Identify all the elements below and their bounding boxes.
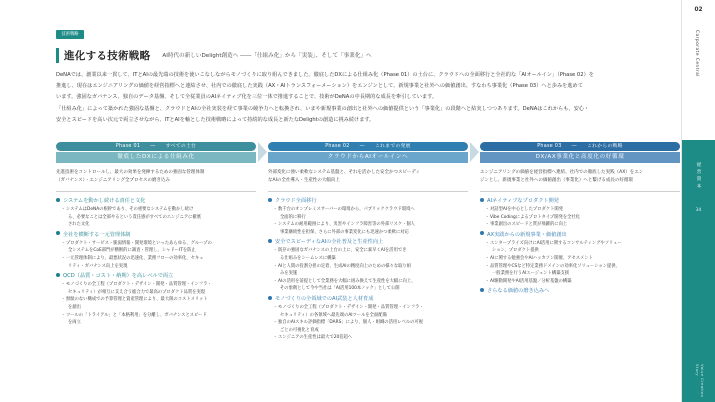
phase-section <box>480 231 680 286</box>
intro-line: 安全とスピードを高い次元で両立させながら、ITとAIを軸とした技術戦略によって持続的な成長と新たなDelightの創造に挑み続けます。 <box>56 116 375 123</box>
title-accent-bar <box>56 48 59 63</box>
intro-line: DeNAでは、創業以来一貫して、ITとAIの最先端の技術を使いこなしながらモノづくりに取り組んできました。徹底したDXによる仕組み化（Phase 01）の土台に、クラウドへの全面移行と全社的な「AIオールイン」（Phase 02）を <box>56 72 594 78</box>
section-heading-text: システムを動かし続ける責任と文化 <box>63 198 146 204</box>
bullet-item: ・ Vibe Codingによるプロトタイプ開発を全社化 <box>480 214 680 222</box>
bullet-continuation: ション、プロダクト提供 <box>492 248 539 254</box>
bullet-continuation: 全面的に移行 <box>280 214 306 220</box>
phase-01-column <box>56 142 256 329</box>
section-tag: 技術戦略 <box>56 30 84 39</box>
bullet-item: ・ 品質管理やCSなど特定業務ドメインの効率化ソリューション提供、 <box>480 263 680 271</box>
phase-02-description <box>268 169 468 185</box>
bullet-item: ・ AIの活用を前提として全業務を大幅に組み換えて生産性を大幅に向上、 <box>268 278 468 286</box>
intro-line: 「仕組み化」によって築かれた強固な基盤と、クラウドとAIの全社実装を経て事業の競争力へと転換され、いまや新規事業の創出と社外への価値提供という「事業化」の段階へと結実しつつあります。DeNAはこれからも、安心・ <box>56 105 590 112</box>
section-heading-text: 安全でスピーディなAIの全社普及と生産性向上 <box>275 239 384 246</box>
page-subtitle: AI時代の新しいDelight創造へ ――「仕組み化」から「実装」、そして「事業化」へ <box>162 53 372 59</box>
bullet-item: ・ 数千台のオンプレミスサーバーの環境から、パブリッククラウド環境へ <box>268 206 468 214</box>
phase-arrow <box>470 142 479 162</box>
bullet-item: ・ モノづくりの全工程（プロダクト・デザイン・開発・品質管理・インフラ・ <box>56 281 256 289</box>
phase-03-sections <box>480 197 680 296</box>
section-heading <box>480 287 680 296</box>
intro-text <box>56 70 670 126</box>
phase-section <box>268 197 468 236</box>
bullet-continuation: セキュリティ）の各領域へ最先端のAIツールを全面配備 <box>280 312 387 318</box>
bullet-dot-icon <box>56 198 60 202</box>
phase-section <box>480 197 680 229</box>
bullet-item: ・ ツールの「トライアル」と「本格利用」を分離し、ガバナンスとスピード <box>56 312 256 320</box>
bullet-item: ・ プロダクト・サービス・脆弱情報・開発環境といったあらゆる、グループの <box>56 240 256 248</box>
phase-section <box>268 238 468 293</box>
bullet-item: ・ AI駆動開発やAI活用基盤／分析基盤の構築 <box>480 278 680 286</box>
bullet-item: ・ 既存の強固なガバナンスの上台の上に、安全に素早くAIを活用でき <box>268 247 468 255</box>
phase-desc-line: エンジニアリングの価値を経営指標へ連結、社内での徹底した実践（AX）をエン <box>480 170 644 175</box>
bullet-item: ・ AIに関する勉強会やAIハッカソン開催、アセスメント <box>480 255 680 263</box>
bullet-item: ・ エンジニアの生産性は最大で20倍超へ <box>268 334 468 342</box>
phase-section <box>56 231 256 270</box>
phase-03-description <box>480 169 680 185</box>
bullet-continuation: 一般業務を行うAIエージェント構築支援 <box>492 271 570 277</box>
intro-line: います。強固なガバナンス、独自のデータ基盤、そして全従業員のAIネイティブ化を三位一体で推進することで、技術がDeNAの中長期的な成長を牽引しています。 <box>56 94 438 101</box>
section-heading-text: AIネイティブなプロダクト開発 <box>487 198 559 204</box>
bullet-item: ・ システムはDeNAの根幹であり、その重要なシステムを動かし続け <box>56 206 256 214</box>
chapter-title-jp: 経営資本 <box>696 162 701 191</box>
bullet-dot-icon <box>480 198 484 202</box>
sidebar <box>682 0 715 402</box>
bullet-item: ・ 事業創出のスピードと質が飛躍的に向上 <box>480 221 680 229</box>
phase-03-subtitle: DX/AX事業化と高度化の好循環 <box>480 152 680 163</box>
phase-arrow <box>258 142 267 162</box>
bullet-continuation: セキュリティ）が相互に支え合う総合力で最高のプロダクト品質を実現 <box>68 289 206 295</box>
section-heading-text: AX実践からの新規事業・価値創出 <box>487 231 567 238</box>
bullet-continuation: ごとの可視化と育成 <box>280 327 319 333</box>
phase-01-description <box>56 169 256 185</box>
section-heading-text: QCD（品質・コスト・納期）を高レベルで両立 <box>63 273 174 280</box>
phase-desc-line: ジンとし、新規事業と社外への価値創出（事業化）へと繋げる成長の好循環 <box>480 178 633 183</box>
section-heading <box>480 231 680 240</box>
phase-03-label: Phase 03 ― これからの戦略 <box>480 142 680 151</box>
report-label: Value Creation Story <box>695 364 705 398</box>
title-row <box>56 45 372 65</box>
bullet-item: ・ エンタープライズ向けにAI活用に関するコンサルティングやソリュー <box>480 240 680 248</box>
phase-section <box>268 295 468 342</box>
phase-02-label: Phase 02 ― これまでの発展 <box>268 142 468 151</box>
chapter-number: 02 <box>694 7 703 13</box>
bullet-item: ・ AIと人間の役割分担の定着、生成AIの精度向上のための様々な取り組 <box>268 263 468 271</box>
phase-01-label: Phase 01 ― すべての土台 <box>56 142 256 151</box>
bullet-item: ・ 対話型AIを中心としたプロダクト開発 <box>480 206 680 214</box>
phase-desc-line: （ガバナンス）・エンジニアリング全プロセスの磨き込み <box>56 178 171 183</box>
bullet-continuation: 事業継続性を担保、さらに外部の事業変化にも迅速かつ柔軟に対応 <box>280 229 409 235</box>
bullet-dot-icon <box>268 198 272 202</box>
bullet-item: ・ 無駄のない構成での予算管理と資産管理により、最大限のコストメリット <box>56 296 256 304</box>
bullet-continuation: を両立 <box>68 320 81 326</box>
bullet-continuation: る、必要なことは全部やるという責任感がすべてのエンジニアに徹底 <box>68 214 202 220</box>
section-heading <box>268 238 468 247</box>
section-heading <box>480 197 680 206</box>
bullet-continuation: みを実施 <box>280 271 298 277</box>
bullet-dot-icon <box>480 231 484 235</box>
phase-03-column <box>480 142 680 298</box>
bullet-item: ・ 独自のAIスキル評価指標「DARS」により、個人・組織の活用レベルの可視 <box>268 319 468 327</box>
section-heading <box>268 197 468 206</box>
bullet-item: ・ 一元管理体制により、最悪状況の迅速化、業務フローの効率化、セキュ <box>56 255 256 263</box>
bullet-dot-icon <box>56 231 60 235</box>
bullet-continuation: その象徴として今や当社は「AI活用100本ノック」として公開 <box>280 286 400 292</box>
section-heading <box>56 272 256 281</box>
section-heading-text: 全社を横断する一元管理体制 <box>63 231 131 238</box>
phase-divider <box>56 191 256 192</box>
phase-section <box>56 197 256 229</box>
phase-02-column <box>268 142 468 344</box>
phase-desc-line: なAIの全社導入・生産性の大幅向上 <box>268 178 340 183</box>
phase-desc-line: 外部変化に強い柔軟なシステム基盤と、それを活かした安全かつスピーディ <box>268 170 421 175</box>
bullet-item: ・ モノづくりの全工程（プロダクト・デザイン・開発・品質管理・インフラ・ <box>268 304 468 312</box>
bullet-continuation: 全システムをCoE部門が横断的に調査・管理し、シャドーITを防止 <box>68 248 196 254</box>
intro-line: 推進し、現在はエンジニアリングの価値を経営指標へと連結させ、社内での徹底した実践（AX・AIトランスフォーメーション）をエンジンとして、新規事業と社外への価値創出、すなわち事業化（Phase 03）へと歩みを進めて <box>56 83 583 90</box>
phase-section <box>480 287 680 296</box>
section-heading <box>56 197 256 206</box>
section-heading <box>268 295 468 304</box>
bullet-continuation: る仕組みをシームレスに構築 <box>280 255 336 261</box>
chapter-title-en: Corporate Central <box>694 30 699 77</box>
bullet-continuation: された文化 <box>68 222 90 228</box>
page-number: 34 <box>695 208 702 213</box>
phase-divider <box>480 191 680 192</box>
phase-01-sections <box>56 197 256 327</box>
page-title: 進化する技術戦略 <box>64 49 151 62</box>
phase-02-subtitle: クラウドからAIオールインへ <box>268 152 468 163</box>
section-heading-text: クラウド全面移行 <box>275 198 317 204</box>
section-heading-text: さらなる価値の磨き込みへ <box>487 288 550 295</box>
bullet-dot-icon <box>268 239 272 243</box>
section-heading-text: モノづくりの全領域でのAI武装と人材育成 <box>275 295 374 302</box>
phase-desc-line: 先進技術をコントロールし、最大の効果を発揮するための強固な管理体制 <box>56 170 205 175</box>
bullet-dot-icon <box>56 273 60 277</box>
bullet-item: ・ システムの耐用範囲により、災害やインフラ障害等の外部リスク・個人 <box>268 221 468 229</box>
phase-divider <box>268 191 468 192</box>
phase-01-subtitle: 徹底したDXによる仕組み化 <box>56 152 256 163</box>
phase-02-sections <box>268 197 468 342</box>
bullet-dot-icon <box>268 296 272 300</box>
bullet-continuation: リティ・ガバナンス向上を実現 <box>68 263 128 269</box>
phase-section <box>56 272 256 327</box>
bullet-continuation: を創出 <box>68 304 81 310</box>
bullet-dot-icon <box>480 288 484 292</box>
section-heading <box>56 231 256 240</box>
